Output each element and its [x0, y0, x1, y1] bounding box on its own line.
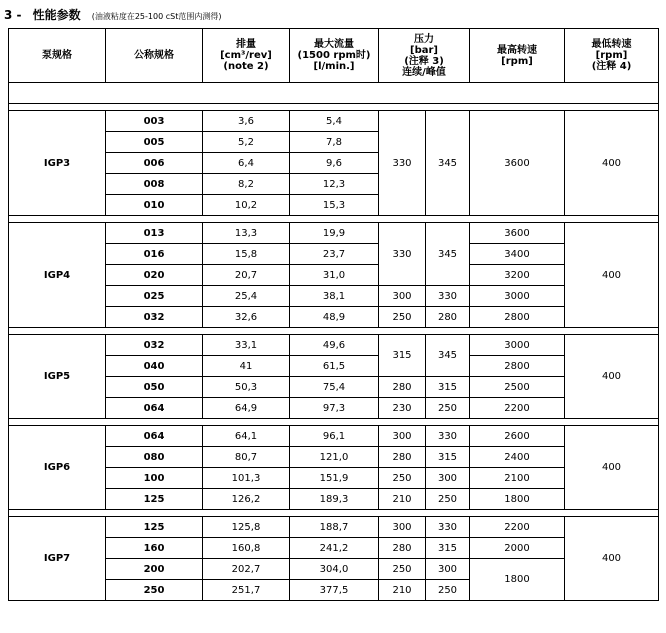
flow-cell: 241,2: [290, 538, 379, 559]
displacement-cell: 33,1: [203, 335, 290, 356]
group-separator: [9, 104, 659, 111]
section-heading: [4, 4, 221, 24]
pressure-peak-cell: 280: [426, 307, 470, 328]
max-speed-cell: 1800: [470, 559, 565, 601]
pressure-peak-cell: 345: [426, 335, 470, 377]
size-cell: 025: [106, 286, 203, 307]
displacement-cell: 25,4: [203, 286, 290, 307]
displacement-cell: 251,7: [203, 580, 290, 601]
max-speed-cell: 2200: [470, 517, 565, 538]
section-note: (油液粘度在25-100 cSt范围内测得): [91, 12, 222, 21]
size-cell: 008: [106, 174, 203, 195]
displacement-cell: 64,9: [203, 398, 290, 419]
flow-cell: 97,3: [290, 398, 379, 419]
pressure-continuous-cell: 315: [379, 335, 426, 377]
displacement-cell: 20,7: [203, 265, 290, 286]
pressure-continuous-cell: 250: [379, 559, 426, 580]
table-row: [9, 223, 659, 244]
displacement-cell: 32,6: [203, 307, 290, 328]
table-row: [9, 559, 659, 580]
max-speed-cell: 2800: [470, 356, 565, 377]
pump-model: IGP4: [9, 223, 106, 328]
flow-cell: 188,7: [290, 517, 379, 538]
flow-cell: 75,4: [290, 377, 379, 398]
size-cell: 013: [106, 223, 203, 244]
pressure-continuous-cell: 250: [379, 307, 426, 328]
pressure-peak-cell: 300: [426, 468, 470, 489]
max-speed-cell: 2100: [470, 468, 565, 489]
max-speed-cell: 2600: [470, 426, 565, 447]
flow-cell: 49,6: [290, 335, 379, 356]
max-speed-cell: 3200: [470, 265, 565, 286]
min-speed-cell: 400: [565, 426, 659, 510]
section-title: 性能参数: [32, 8, 81, 22]
size-cell: 050: [106, 377, 203, 398]
size-cell: 064: [106, 398, 203, 419]
pressure-continuous-cell: 280: [379, 447, 426, 468]
pump-model: IGP3: [9, 111, 106, 216]
header-pressure: 压力 [bar] (注释 3) 连续/峰值: [379, 29, 470, 83]
displacement-cell: 10,2: [203, 195, 290, 216]
pressure-peak-cell: 315: [426, 377, 470, 398]
max-speed-cell: 2500: [470, 377, 565, 398]
displacement-cell: 125,8: [203, 517, 290, 538]
section-number: 3 -: [4, 8, 22, 22]
size-cell: 080: [106, 447, 203, 468]
table-row: [9, 286, 659, 307]
group-separator: [9, 510, 659, 517]
displacement-cell: 3,6: [203, 111, 290, 132]
flow-cell: 151,9: [290, 468, 379, 489]
table-row: [9, 398, 659, 419]
table-row: [9, 468, 659, 489]
pressure-continuous-cell: 300: [379, 286, 426, 307]
pressure-continuous-cell: 330: [379, 111, 426, 216]
table-row: [9, 447, 659, 468]
max-speed-cell: 3600: [470, 111, 565, 216]
table-row: [9, 489, 659, 510]
flow-cell: 19,9: [290, 223, 379, 244]
pressure-peak-cell: 330: [426, 426, 470, 447]
pressure-peak-cell: 250: [426, 580, 470, 601]
max-speed-cell: 2000: [470, 538, 565, 559]
pressure-peak-cell: 250: [426, 489, 470, 510]
displacement-cell: 202,7: [203, 559, 290, 580]
min-speed-cell: 400: [565, 223, 659, 328]
table-row: [9, 111, 659, 132]
table-row: [9, 426, 659, 447]
pressure-peak-cell: 345: [426, 111, 470, 216]
flow-cell: 38,1: [290, 286, 379, 307]
min-speed-cell: 400: [565, 111, 659, 216]
header-size: 公称规格: [106, 29, 203, 83]
pump-model: IGP7: [9, 517, 106, 601]
header-min-speed: 最低转速 [rpm] (注释 4): [565, 29, 659, 83]
flow-cell: 5,4: [290, 111, 379, 132]
table-row: [9, 335, 659, 356]
pressure-continuous-cell: 280: [379, 538, 426, 559]
flow-cell: 304,0: [290, 559, 379, 580]
group-separator: [9, 328, 659, 335]
header-max-flow: 最大流量 (1500 rpm时) [l/min.]: [290, 29, 379, 83]
table-row: [9, 517, 659, 538]
size-cell: 032: [106, 307, 203, 328]
size-cell: 006: [106, 153, 203, 174]
max-speed-cell: 2400: [470, 447, 565, 468]
flow-cell: 377,5: [290, 580, 379, 601]
pressure-continuous-cell: 210: [379, 489, 426, 510]
pressure-peak-cell: 300: [426, 559, 470, 580]
pressure-peak-cell: 330: [426, 286, 470, 307]
displacement-cell: 101,3: [203, 468, 290, 489]
flow-cell: 61,5: [290, 356, 379, 377]
flow-cell: 23,7: [290, 244, 379, 265]
min-speed-cell: 400: [565, 335, 659, 419]
pressure-continuous-cell: 280: [379, 377, 426, 398]
group-separator: [9, 419, 659, 426]
flow-cell: 121,0: [290, 447, 379, 468]
pump-model: IGP6: [9, 426, 106, 510]
pressure-continuous-cell: 210: [379, 580, 426, 601]
min-speed-cell: 400: [565, 517, 659, 601]
max-speed-cell: 3000: [470, 335, 565, 356]
flow-cell: 189,3: [290, 489, 379, 510]
displacement-cell: 13,3: [203, 223, 290, 244]
table-header-row: [9, 29, 659, 83]
pressure-continuous-cell: 300: [379, 517, 426, 538]
flow-cell: 12,3: [290, 174, 379, 195]
max-speed-cell: 1800: [470, 489, 565, 510]
table-row: [9, 307, 659, 328]
max-speed-cell: 3600: [470, 223, 565, 244]
pressure-peak-cell: 330: [426, 517, 470, 538]
flow-cell: 15,3: [290, 195, 379, 216]
pump-model: IGP5: [9, 335, 106, 419]
max-speed-cell: 2800: [470, 307, 565, 328]
size-cell: 040: [106, 356, 203, 377]
size-cell: 200: [106, 559, 203, 580]
header-displacement: 排量 [cm³/rev] (note 2): [203, 29, 290, 83]
size-cell: 010: [106, 195, 203, 216]
header-pump: 泵规格: [9, 29, 106, 83]
displacement-cell: 160,8: [203, 538, 290, 559]
pressure-continuous-cell: 300: [379, 426, 426, 447]
max-speed-cell: 3400: [470, 244, 565, 265]
pressure-peak-cell: 345: [426, 223, 470, 286]
displacement-cell: 41: [203, 356, 290, 377]
group-separator: [9, 216, 659, 223]
max-speed-cell: 2200: [470, 398, 565, 419]
size-cell: 250: [106, 580, 203, 601]
table-row: [9, 244, 659, 265]
size-cell: 032: [106, 335, 203, 356]
table-blank-row: [9, 83, 659, 104]
pressure-peak-cell: 315: [426, 538, 470, 559]
displacement-cell: 50,3: [203, 377, 290, 398]
table-row: [9, 356, 659, 377]
flow-cell: 96,1: [290, 426, 379, 447]
displacement-cell: 64,1: [203, 426, 290, 447]
displacement-cell: 5,2: [203, 132, 290, 153]
flow-cell: 7,8: [290, 132, 379, 153]
pressure-continuous-cell: 230: [379, 398, 426, 419]
flow-cell: 9,6: [290, 153, 379, 174]
table-row: [9, 538, 659, 559]
pressure-continuous-cell: 330: [379, 223, 426, 286]
max-speed-cell: 3000: [470, 286, 565, 307]
size-cell: 125: [106, 517, 203, 538]
displacement-cell: 6,4: [203, 153, 290, 174]
size-cell: 125: [106, 489, 203, 510]
pressure-peak-cell: 250: [426, 398, 470, 419]
pressure-peak-cell: 315: [426, 447, 470, 468]
displacement-cell: 15,8: [203, 244, 290, 265]
flow-cell: 31,0: [290, 265, 379, 286]
flow-cell: 48,9: [290, 307, 379, 328]
displacement-cell: 126,2: [203, 489, 290, 510]
size-cell: 003: [106, 111, 203, 132]
size-cell: 064: [106, 426, 203, 447]
size-cell: 020: [106, 265, 203, 286]
size-cell: 016: [106, 244, 203, 265]
header-max-speed: 最高转速 [rpm]: [470, 29, 565, 83]
table-row: [9, 377, 659, 398]
size-cell: 160: [106, 538, 203, 559]
size-cell: 005: [106, 132, 203, 153]
size-cell: 100: [106, 468, 203, 489]
pressure-continuous-cell: 250: [379, 468, 426, 489]
displacement-cell: 80,7: [203, 447, 290, 468]
displacement-cell: 8,2: [203, 174, 290, 195]
table-row: [9, 265, 659, 286]
performance-table: [8, 28, 659, 601]
